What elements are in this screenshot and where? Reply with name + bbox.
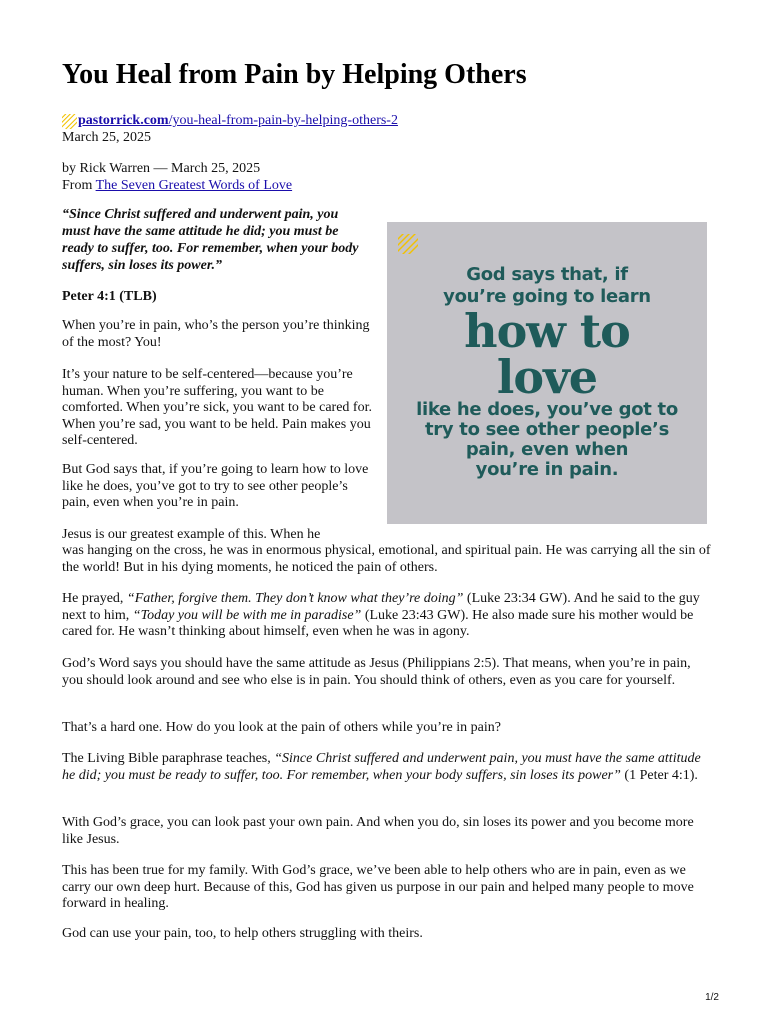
paragraph-10: This has been true for my family. With God’s grace, we’ve been able to help others who are in pain, even as we carry our own deep hurt. Because of this, God has given us purpose in our pain and helped many people to move forward in healing. (62, 863, 694, 911)
p8-quote: “Since Christ suffered and underwent pain, you must have the same attitude he did; you must be ready to suffer, too. For remember, when your body suffers, sin loses its power” (62, 751, 701, 783)
paragraph-4-rest: was hanging on the cross, he was in enormous physical, emotional, and spiritual pain. He was carrying all the sin of the world! But in his dying moments, he noticed the pain of others. (62, 543, 711, 575)
source-domain: pastorrick.com (78, 113, 169, 128)
book-link[interactable]: The Seven Greatest Words of Love (95, 178, 293, 193)
source-path: /you-heal-from-pain-by-helping-others-2 (168, 113, 398, 128)
card-line-6: you’re in pain. (475, 459, 619, 480)
paragraph-3: But God says that, if you’re going to learn how to love like he does, you’ve got to try to see other people’s pain, even when you’re in pain. (62, 462, 369, 510)
paragraph-8 (62, 751, 712, 784)
paragraph-5 (62, 591, 712, 641)
paragraph-7: That’s a hard one. How do you look at the pain of others while you’re in pain? (62, 720, 501, 735)
p5-text-1: He prayed, (62, 591, 127, 606)
source-meta (62, 112, 712, 146)
p5-quote-1: “Father, forgive them. They don’t know what they’re doing” (126, 591, 464, 606)
paragraph-2: It’s your nature to be self-centered—because you’re human. When you’re suffering, you want to be comforted. When you’re sick, you want to be cared for. When you’re sad, you want to be held. Pain makes you self-centered. (62, 367, 372, 448)
scripture-reference: Peter 4:1 (TLB) (62, 289, 157, 304)
paragraph-4-start: Jesus is our greatest example of this. When he (62, 527, 321, 542)
card-line-1: God says that, if (466, 264, 628, 285)
quote-image-card (387, 222, 707, 524)
paragraph-1: When you’re in pain, who’s the person you’re thinking of the most? You! (62, 318, 370, 350)
p5-text-3: (Luke 23:43 GW). He also made sure his mother would be cared for. He wasn’t thinking about himself, even when he was in agony. (62, 607, 694, 639)
card-quote-text (387, 264, 707, 480)
byline (62, 160, 712, 194)
p5-text-2: (Luke 23:34 GW). And he said to the guy next to him, (62, 591, 700, 623)
p8-text-2: (1 Peter 4:1). (620, 767, 698, 783)
scripture-quote: “Since Christ suffered and underwent pain, you must have the same attitude he did; you must be ready to suffer, too. For remember, when your body suffers, sin loses its power.” (62, 207, 359, 273)
p5-quote-2: “Today you will be with me in paradise” (132, 607, 362, 623)
card-emphasis-2: love (496, 350, 598, 404)
from-prefix: From (62, 178, 96, 193)
card-line-3: like he does, you’ve got to (416, 399, 678, 420)
paragraph-6: God’s Word says you should have the same attitude as Jesus (Philippians 2:5). That means, when you’re in pain, you should look around and see who else is in pain. You should think of others, even as you care for yourself. (62, 656, 691, 688)
card-line-4: try to see other people’s (424, 419, 670, 440)
card-line-5: pain, even when (465, 439, 629, 460)
saddleback-logo-icon (398, 234, 418, 254)
paragraph-9: With God’s grace, you can look past your own pain. And when you do, sin loses its power and you become more like Jesus. (62, 815, 694, 847)
card-line-2: you’re going to learn (443, 286, 651, 307)
author-line: by Rick Warren — March 25, 2025 (62, 161, 261, 176)
paragraph-11: God can use your pain, too, to help others struggling with theirs. (62, 926, 423, 941)
source-date: March 25, 2025 (62, 130, 152, 145)
p8-text-1: The Living Bible paraphrase teaches, (62, 751, 275, 766)
from-line (62, 177, 712, 194)
page-number: 1/2 (705, 992, 719, 1003)
source-link[interactable] (78, 112, 398, 129)
saddleback-logo-icon (62, 114, 77, 129)
card-emphasis-1: how to (464, 304, 630, 358)
page-title: You Heal from Pain by Helping Others (62, 59, 527, 90)
source-url-row (62, 112, 712, 129)
